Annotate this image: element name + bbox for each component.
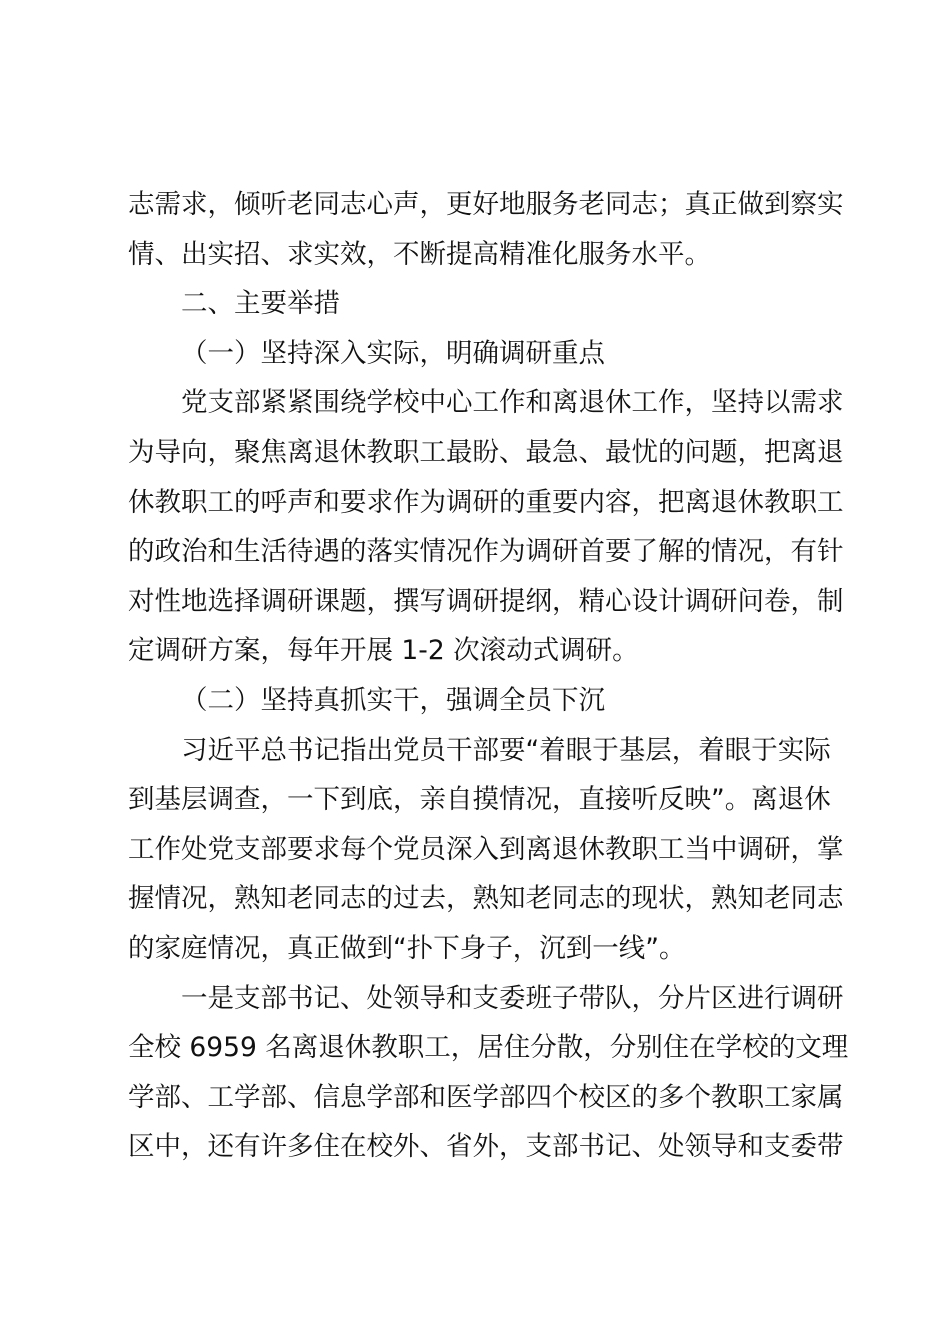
text-line: 一是支部书记、处领导和支委班子带队，分片区进行调研: [181, 982, 844, 1014]
text-line: 到基层调查，一下到底，亲自摸情况，直接听反映”。离退休: [128, 784, 831, 816]
text-line: 志需求，倾听老同志心声，更好地服务老同志；真正做到察实: [128, 189, 844, 220]
text-line: 为导向，聚焦离退休教职工最盼、最急、最忧的问题，把离退: [128, 436, 844, 468]
text-line: 全校 6959 名离退休教职工，居住分散，分别住在学校的文理: [128, 1032, 849, 1064]
text-line: 休教职工的呼声和要求作为调研的重要内容，把离退休教职工: [128, 486, 844, 518]
text-line: 情、出实招、求实效，不断提高精准化服务水平。: [128, 238, 711, 270]
text-line: 定调研方案，每年开展 1-2 次滚动式调研。: [128, 635, 639, 667]
text-line: 的政治和生活待遇的落实情况作为调研首要了解的情况，有针: [128, 536, 844, 568]
text-line: 工作处党支部要求每个党员深入到离退休教职工当中调研，掌: [128, 833, 844, 865]
text-line: 对性地选择调研课题，撰写调研提纲，精心设计调研问卷，制: [128, 585, 844, 617]
text-line: 握情况，熟知老同志的过去，熟知老同志的现状，熟知老同志: [128, 883, 844, 915]
text-line: 的家庭情况，真正做到“扑下身子，沉到一线”。: [128, 932, 686, 964]
subsection-heading: （二）坚持真抓实干，强调全员下沉: [181, 684, 605, 716]
text-line: 区中，还有许多住在校外、省外，支部书记、处领导和支委带: [128, 1131, 844, 1163]
subsection-heading: （一）坚持深入实际，明确调研重点: [181, 337, 605, 369]
text-line: 党支部紧紧围绕学校中心工作和离退休工作，坚持以需求: [181, 387, 844, 419]
text-line: 学部、工学部、信息学部和医学部四个校区的多个教职工家属: [128, 1081, 844, 1113]
section-heading: 二、主要举措: [181, 288, 340, 320]
text-line: 习近平总书记指出党员干部要“着眼于基层，着眼于实际: [181, 734, 831, 766]
document-body: [128, 180, 849, 1172]
